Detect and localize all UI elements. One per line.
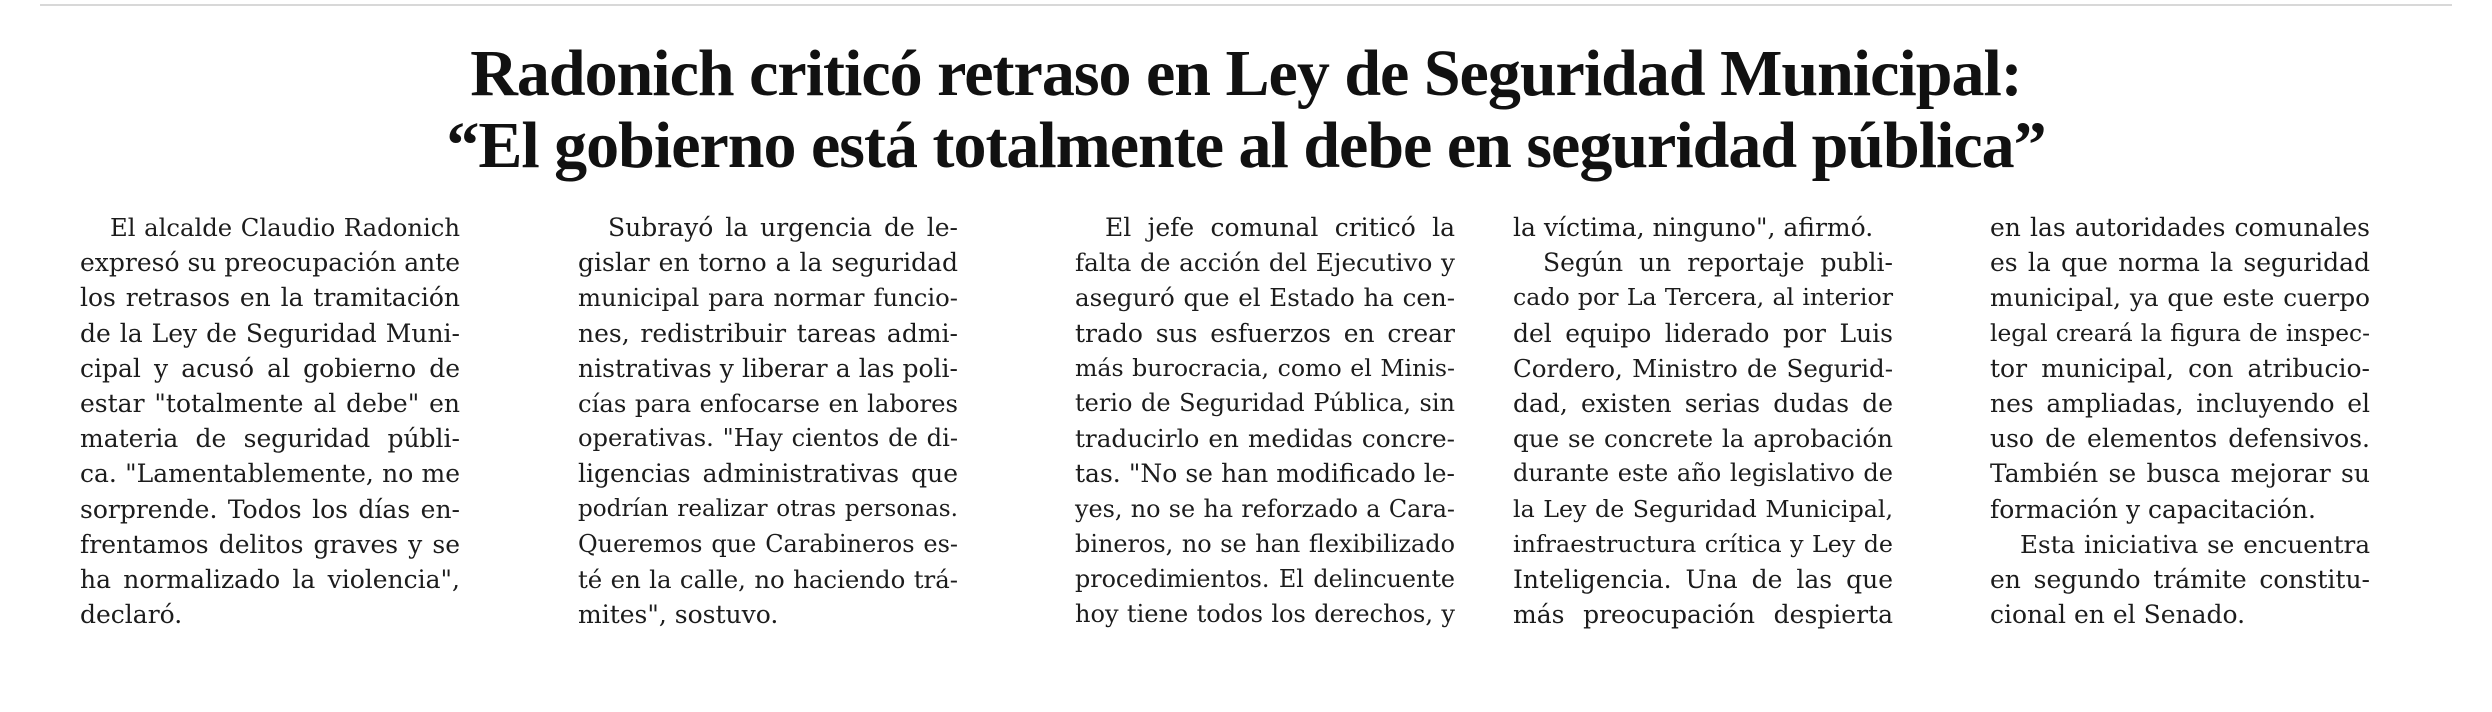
article-text-line: Esta iniciativa se encuentra — [2020, 529, 2370, 559]
article-body — [80, 210, 2450, 700]
article-text-line: nes ampliadas, incluyendo el — [1990, 389, 2370, 419]
article-text-line: ca. "Lamentablemente, no me — [80, 459, 460, 489]
article-text-line: es la que norma la seguridad — [1990, 248, 2370, 278]
article-text-line: mites", sostuvo. — [578, 600, 779, 630]
article-text-line: trado sus esfuerzos en crear — [1075, 318, 1455, 348]
article-text-line: También se busca mejorar su — [1990, 459, 2370, 489]
article-text-line: materia de seguridad públi- — [80, 424, 460, 454]
article-text-line: Según un reportaje publi- — [1543, 248, 1893, 278]
article-text-line: de la Ley de Seguridad Muni- — [80, 318, 460, 348]
article-text-line: la víctima, ninguno", afirmó. — [1513, 213, 1874, 242]
article-text-line: formación y capacitación. — [1990, 494, 2316, 524]
article-text-line: en las autoridades comunales — [1990, 213, 2370, 242]
article-text-line: aseguró que el Estado ha cen- — [1075, 283, 1455, 313]
article-text-line: El jefe comunal criticó la — [1105, 213, 1455, 242]
article-text-line: uso de elementos defensivos. — [1990, 424, 2370, 454]
article-column-5 — [1990, 210, 2370, 632]
article-text-line: expresó su preocupación ante — [80, 248, 461, 278]
article-text-line: operativas. "Hay cientos de di- — [578, 424, 958, 453]
article-text-line: Subrayó la urgencia de le- — [608, 213, 958, 242]
article-text-line: ha normalizado la violencia", — [80, 565, 460, 595]
article-text-line: más preocupación despierta — [1513, 600, 1893, 630]
article-text-line: falta de acción del Ejecutivo y — [1075, 248, 1455, 278]
article-text-line: Cordero, Ministro de Segurid- — [1513, 353, 1893, 383]
article-text-line: infraestructura crítica y Ley de — [1513, 529, 1893, 558]
article-text-line: Inteligencia. Una de las que — [1513, 565, 1893, 595]
article-text-line: El alcalde Claudio Radonich — [110, 213, 460, 242]
headline — [0, 38, 2492, 182]
article-text-line: nes, redistribuir tareas admi- — [578, 318, 958, 348]
article-text-line: bineros, no se han flexibilizado — [1075, 529, 1455, 558]
headline-line-2: “El gobierno está totalmente al debe en seguridad pública” — [446, 109, 2046, 182]
article-text-line: cional en el Senado. — [1990, 600, 2246, 630]
article-text-line: cipal y acusó al gobierno de — [80, 353, 460, 383]
article-text-line: podrían realizar otras personas. — [578, 495, 958, 522]
article-text-line: terio de Seguridad Pública, sin — [1075, 389, 1455, 418]
article-text-line: yes, no se ha reforzado a Cara- — [1075, 494, 1455, 523]
article-text-line: declaró. — [80, 600, 183, 630]
article-text-line: estar "totalmente al debe" en — [80, 389, 460, 419]
headline-line-1: Radonich criticó retraso en Ley de Seguridad Municipal: — [470, 37, 2022, 110]
article-text-line: cías para enfocarse en labores — [578, 389, 958, 419]
article-text-line: gislar en torno a la seguridad — [578, 248, 958, 278]
article-column-4 — [1513, 210, 1893, 632]
article-text-line: té en la calle, no haciendo trá- — [578, 565, 958, 595]
article-text-line: tor municipal, con atribucio- — [1990, 353, 2370, 383]
article-column-2 — [578, 210, 958, 632]
top-rule — [40, 4, 2452, 6]
article-text-line: durante este año legislativo de — [1513, 459, 1893, 488]
article-text-line: municipal para normar funcio- — [578, 283, 958, 313]
article-column-3 — [1075, 210, 1455, 632]
article-text-line: que se concrete la aprobación — [1513, 424, 1893, 454]
article-text-line: dad, existen serias dudas de — [1513, 389, 1893, 419]
article-column-1 — [80, 210, 460, 632]
article-text-line: ligencias administrativas que — [578, 459, 958, 489]
article-text-line: procedimientos. El delincuente — [1075, 565, 1455, 594]
article-text-line: legal creará la figura de inspec- — [1990, 318, 2370, 347]
article-text-line: del equipo liderado por Luis — [1513, 318, 1893, 348]
article-text-line: Queremos que Carabineros es- — [578, 529, 958, 558]
article-text-line: nistrativas y liberar a las poli- — [578, 353, 958, 383]
article-text-line: hoy tiene todos los derechos, y — [1075, 600, 1455, 629]
article-text-line: cado por La Tercera, al interior — [1513, 283, 1893, 312]
article-text-line: traducirlo en medidas concre- — [1075, 424, 1455, 454]
article-text-line: sorprende. Todos los días en- — [80, 494, 460, 524]
article-text-line: más burocracia, como el Minis- — [1075, 353, 1455, 382]
article-text-line: en segundo trámite constitu- — [1990, 565, 2370, 595]
article-text-line: tas. "No se han modificado le- — [1075, 459, 1455, 489]
article-text-line: frentamos delitos graves y se — [80, 529, 460, 559]
article-text-line: la Ley de Seguridad Municipal, — [1513, 494, 1893, 523]
article-text-line: municipal, ya que este cuerpo — [1990, 283, 2370, 313]
article-text-line: los retrasos en la tramitación — [80, 283, 460, 313]
